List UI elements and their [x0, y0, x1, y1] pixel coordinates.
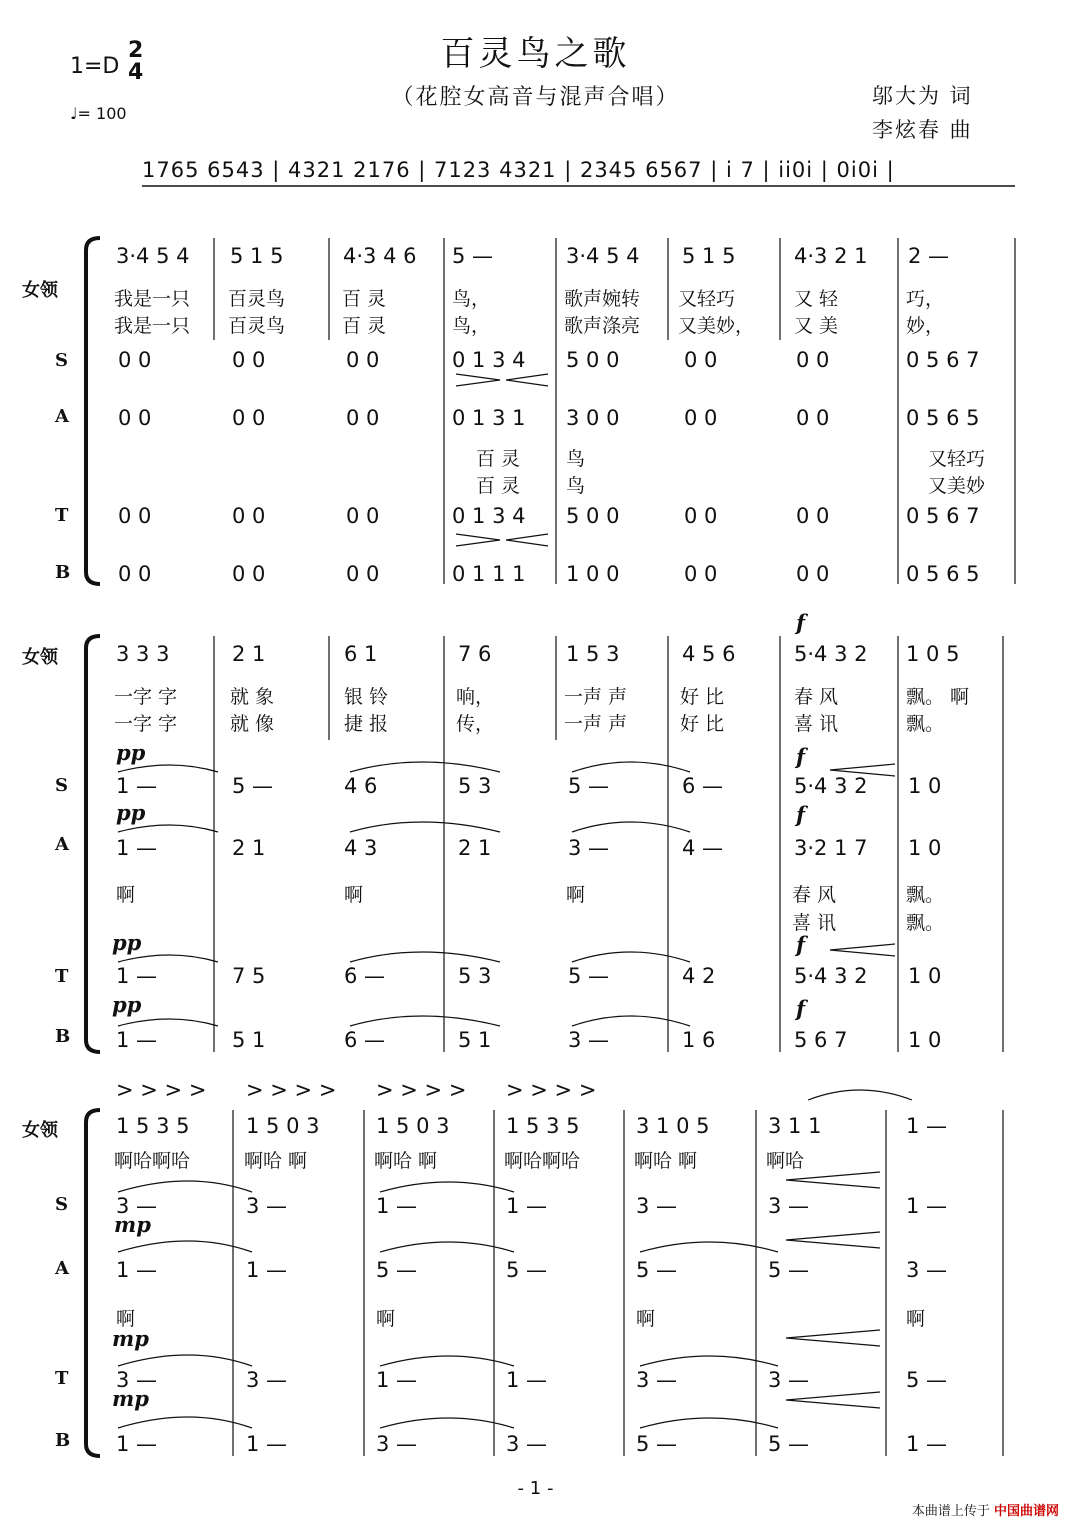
s1-sop-m1: 0 0 — [118, 348, 152, 372]
s3-tenor-dyn-mp: mp — [112, 1326, 149, 1351]
s2-sop-m1: 1 — — [116, 774, 158, 798]
s2-alto-lyric-e: 飘。 — [906, 884, 945, 906]
footer-site[interactable]: 中国曲谱网 — [993, 1504, 1059, 1519]
s1-lyric1-m2: 百灵鸟 — [228, 288, 286, 310]
s2-tenor-m1: 1 — — [116, 964, 158, 988]
s3-accents-4: > > > > — [506, 1078, 597, 1102]
s1-alto-lyric1-b: 鸟 — [566, 448, 586, 470]
s2-bass-m8: 1 0 — [908, 1028, 942, 1052]
s3-accents-2: > > > > — [246, 1078, 337, 1102]
part-label-a-3: A — [55, 1258, 69, 1279]
s3-lead-m6: 3 1 1 — [768, 1114, 822, 1138]
s2-alto-dyn-pp: pp — [116, 800, 146, 825]
s3-tenor-m5: 3 — — [636, 1368, 678, 1392]
s3-tenor-m3: 1 — — [376, 1368, 418, 1392]
s3-accents-3: > > > > — [376, 1078, 467, 1102]
part-label-b-2: B — [55, 1026, 71, 1047]
s1-alto-m2: 0 0 — [232, 406, 266, 430]
s3-alto-m1: 1 — — [116, 1258, 158, 1282]
part-label-a-1: A — [55, 406, 69, 427]
s2-alto-lyric2-b: 飘。 — [906, 912, 945, 934]
s1-lead-m8: 2 — — [908, 244, 950, 268]
part-label-b-1: B — [55, 562, 71, 583]
s2-sop-m6: 6 — — [682, 774, 724, 798]
s1-lyric2-m1: 我是一只 — [114, 315, 191, 337]
s2-alto-m5: 3 — — [568, 836, 610, 860]
s3-tenor-m7: 5 — — [906, 1368, 948, 1392]
s2-sop-m5: 5 — — [568, 774, 610, 798]
s2-tenor-m7: 5·4 3 2 — [794, 964, 868, 988]
s2-lyric1-m8: 飘。 啊 — [906, 686, 970, 708]
s2-alto-lyric-d: 春 风 — [792, 884, 837, 906]
s2-lead-m1: 3 3 3 — [116, 642, 170, 666]
s1-tenor-m1: 0 0 — [118, 504, 152, 528]
part-label-s-1: S — [55, 350, 68, 371]
s3-sop-m2: 3 — — [246, 1194, 288, 1218]
part-label-lead-2: 女领 — [22, 647, 58, 668]
s1-alto-lyric2-a: 百 灵 — [476, 475, 521, 497]
s2-bass-m2: 5 1 — [232, 1028, 266, 1052]
s1-alto-m1: 0 0 — [118, 406, 152, 430]
s2-lyric1-m6: 好 比 — [680, 686, 725, 708]
s1-bass-m7: 0 0 — [796, 562, 830, 586]
s3-tenor-m1: 3 — — [116, 1368, 158, 1392]
s1-lead-m5: 3·4 5 4 — [566, 244, 640, 268]
part-label-t-2: T — [55, 966, 69, 987]
s2-lyric1-m2: 就 象 — [230, 686, 275, 708]
s2-lead-dyn-f: f — [796, 610, 806, 635]
s2-lyric1-m7: 春 风 — [794, 686, 839, 708]
s1-tenor-m6: 0 0 — [684, 504, 718, 528]
s1-alto-m3: 0 0 — [346, 406, 380, 430]
s3-alto-m6: 5 — — [768, 1258, 810, 1282]
s2-lyric2-m7: 喜 讯 — [794, 713, 839, 735]
s2-lead-m8: 1 0 5 — [906, 642, 960, 666]
s1-alto-lyric1-a: 百 灵 — [476, 448, 521, 470]
s2-tenor-m8: 1 0 — [908, 964, 942, 988]
s1-lyric2-m4: 鸟， — [452, 315, 491, 337]
s1-tenor-m2: 0 0 — [232, 504, 266, 528]
s1-sop-m6: 0 0 — [684, 348, 718, 372]
s3-alto-m3: 5 — — [376, 1258, 418, 1282]
part-label-t-1: T — [55, 505, 69, 526]
s1-bass-m8: 0 5 6 5 — [906, 562, 980, 586]
s1-lead-m2: 5 1 5 — [230, 244, 284, 268]
intro-line: 1765 6543 | 4321 2176 | 7123 4321 | 2345 6567 | i 7 | ii0i | 0i0i | — [142, 158, 895, 182]
s1-lyric2-m7: 又 美 — [794, 315, 839, 337]
s3-lead-m5: 3 1 0 5 — [636, 1114, 710, 1138]
s1-tenor-m8: 0 5 6 7 — [906, 504, 980, 528]
s2-alto-m6: 4 — — [682, 836, 724, 860]
s3-lyric-m6: 啊哈 — [766, 1150, 805, 1172]
time-top: 2 — [128, 38, 144, 63]
s1-tenor-m7: 0 0 — [796, 504, 830, 528]
s1-lead-m7: 4·3 2 1 — [794, 244, 868, 268]
s3-tenor-m2: 3 — — [246, 1368, 288, 1392]
s3-lead-m3: 1 5 0 3 — [376, 1114, 450, 1138]
s2-bass-m3: 6 — — [344, 1028, 386, 1052]
s2-sop-dyn-pp: pp — [116, 740, 146, 765]
s2-alto-lyric-c: 啊 — [566, 884, 586, 906]
s3-bass-m6: 5 — — [768, 1432, 810, 1456]
s2-lyric1-m5: 一声 声 — [564, 686, 628, 708]
s1-lead-m4: 5 — — [452, 244, 494, 268]
s2-alto-m2: 2 1 — [232, 836, 266, 860]
s3-tenor-m6: 3 — — [768, 1368, 810, 1392]
s2-alto-lyric-a: 啊 — [116, 884, 136, 906]
s1-lyric2-m6: 又美妙， — [678, 315, 755, 337]
s1-tenor-m5: 5 0 0 — [566, 504, 620, 528]
s1-bass-m1: 0 0 — [118, 562, 152, 586]
s3-alto-lyric-c: 啊 — [636, 1308, 656, 1330]
s2-lead-m4: 7 6 — [458, 642, 492, 666]
s3-lead-m2: 1 5 0 3 — [246, 1114, 320, 1138]
s2-tenor-m3: 6 — — [344, 964, 386, 988]
s3-bass-m3: 3 — — [376, 1432, 418, 1456]
s3-lead-m7: 1 — — [906, 1114, 948, 1138]
s3-accents-1: > > > > — [116, 1078, 207, 1102]
s2-lyric2-m5: 一声 声 — [564, 713, 628, 735]
s2-lead-m6: 4 5 6 — [682, 642, 736, 666]
s1-sop-m2: 0 0 — [232, 348, 266, 372]
s2-sop-m7: 5·4 3 2 — [794, 774, 868, 798]
s1-alto-lyric2-b: 鸟 — [566, 475, 586, 497]
s1-alto-m7: 0 0 — [796, 406, 830, 430]
s3-bass-m4: 3 — — [506, 1432, 548, 1456]
footer-prefix: 本曲谱上传于 — [911, 1504, 990, 1519]
s3-alto-lyric-a: 啊 — [116, 1308, 136, 1330]
s3-bass-m2: 1 — — [246, 1432, 288, 1456]
s2-lyric2-m1: 一字 字 — [114, 713, 178, 735]
s3-sop-m1: 3 — — [116, 1194, 158, 1218]
s1-lead-m1: 3·4 5 4 — [116, 244, 190, 268]
s1-alto-m5: 3 0 0 — [566, 406, 620, 430]
s1-bass-m2: 0 0 — [232, 562, 266, 586]
s3-alto-m4: 5 — — [506, 1258, 548, 1282]
s3-lyric-m1: 啊哈啊哈 — [114, 1150, 191, 1172]
s3-sop-m6: 3 — — [768, 1194, 810, 1218]
s1-lyric2-m5: 歌声涤亮 — [564, 315, 641, 337]
s2-tenor-dyn-pp: pp — [112, 930, 142, 955]
s1-alto-m8: 0 5 6 5 — [906, 406, 980, 430]
s1-sop-m4: 0 1 3 4 — [452, 348, 526, 372]
lyricist-credit: 邬大为 词 — [872, 84, 973, 108]
s2-lyric2-m4: 传， — [456, 713, 495, 735]
s3-alto-lyric-b: 啊 — [376, 1308, 396, 1330]
s1-bass-m3: 0 0 — [346, 562, 380, 586]
s2-bass-dyn-pp: pp — [112, 992, 142, 1017]
s1-lyric2-m8: 妙， — [906, 315, 945, 337]
s2-tenor-m2: 7 5 — [232, 964, 266, 988]
composer-credit: 李炫春 曲 — [872, 118, 973, 142]
s2-alto-m4: 2 1 — [458, 836, 492, 860]
s1-bass-m4: 0 1 1 1 — [452, 562, 526, 586]
s3-lyric-m3: 啊哈 啊 — [374, 1150, 438, 1172]
s2-sop-m4: 5 3 — [458, 774, 492, 798]
s2-alto-m7: 3·2 1 7 — [794, 836, 868, 860]
s3-bass-m7: 1 — — [906, 1432, 948, 1456]
s3-lyric-m2: 啊哈 啊 — [244, 1150, 308, 1172]
s2-tenor-m5: 5 — — [568, 964, 610, 988]
s2-bass-m6: 1 6 — [682, 1028, 716, 1052]
s2-bass-m1: 1 — — [116, 1028, 158, 1052]
part-label-s-2: S — [55, 775, 68, 796]
s1-sop-m3: 0 0 — [346, 348, 380, 372]
s2-tenor-dyn-f: f — [796, 932, 806, 957]
part-label-lead-1: 女领 — [22, 280, 58, 301]
s3-lead-m1: 1 5 3 5 — [116, 1114, 190, 1138]
s2-lyric2-m6: 好 比 — [680, 713, 725, 735]
page-subtitle: （花腔女高音与混声合唱） — [391, 85, 680, 110]
s1-alto-lyric1-c: 又轻巧 — [928, 448, 986, 470]
time-bottom: 4 — [128, 60, 144, 85]
s2-bass-m4: 5 1 — [458, 1028, 492, 1052]
s3-alto-dyn-mp: mp — [114, 1212, 151, 1237]
s3-lyric-m4: 啊哈啊哈 — [504, 1150, 581, 1172]
s3-bass-m5: 5 — — [636, 1432, 678, 1456]
s3-sop-m7: 1 — — [906, 1194, 948, 1218]
s1-lyric1-m1: 我是一只 — [114, 288, 191, 310]
s2-lead-m5: 1 5 3 — [566, 642, 620, 666]
s2-bass-m7: 5 6 7 — [794, 1028, 848, 1052]
s2-tenor-m4: 5 3 — [458, 964, 492, 988]
s3-tenor-m4: 1 — — [506, 1368, 548, 1392]
s2-lyric1-m4: 响， — [456, 686, 495, 708]
s2-bass-dyn-f: f — [796, 996, 806, 1021]
s2-alto-m3: 4 3 — [344, 836, 378, 860]
s3-bass-m1: 1 — — [116, 1432, 158, 1456]
s1-lyric2-m2: 百灵鸟 — [228, 315, 286, 337]
s2-lyric2-m8: 飘。 — [906, 713, 945, 735]
s2-lyric1-m3: 银 铃 — [344, 686, 389, 708]
s3-alto-lyric-d: 啊 — [906, 1308, 926, 1330]
s3-sop-m4: 1 — — [506, 1194, 548, 1218]
part-label-b-3: B — [55, 1430, 71, 1451]
s2-alto-m1: 1 — — [116, 836, 158, 860]
s1-alto-m4: 0 1 3 1 — [452, 406, 526, 430]
part-label-s-3: S — [55, 1194, 68, 1215]
quarter-note-icon: ♩ — [70, 104, 78, 123]
s1-sop-m7: 0 0 — [796, 348, 830, 372]
s1-lyric1-m6: 又轻巧 — [678, 288, 736, 310]
s1-alto-m6: 0 0 — [684, 406, 718, 430]
s2-lyric2-m2: 就 像 — [230, 713, 275, 735]
s3-sop-m5: 3 — — [636, 1194, 678, 1218]
s1-lyric1-m7: 又 轻 — [794, 288, 839, 310]
s2-sop-dyn-f: f — [796, 744, 806, 769]
s1-lyric1-m4: 鸟， — [452, 288, 491, 310]
s1-lyric1-m5: 歌声婉转 — [564, 288, 641, 310]
s1-lead-m3: 4·3 4 6 — [343, 244, 417, 268]
s1-lead-m6: 5 1 5 — [682, 244, 736, 268]
s3-alto-m5: 5 — — [636, 1258, 678, 1282]
s2-lyric1-m1: 一字 字 — [114, 686, 178, 708]
s1-sop-m5: 5 0 0 — [566, 348, 620, 372]
s1-lyric1-m8: 巧， — [906, 288, 945, 310]
s1-bass-m5: 1 0 0 — [566, 562, 620, 586]
s2-alto-lyric-b: 啊 — [344, 884, 364, 906]
s2-bass-m5: 3 — — [568, 1028, 610, 1052]
s3-lead-m4: 1 5 3 5 — [506, 1114, 580, 1138]
s2-alto-dyn-f: f — [796, 802, 806, 827]
s2-lead-m3: 6 1 — [344, 642, 378, 666]
s2-sop-m3: 4 6 — [344, 774, 378, 798]
s2-alto-m8: 1 0 — [908, 836, 942, 860]
s1-bass-m6: 0 0 — [684, 562, 718, 586]
part-label-a-2: A — [55, 834, 69, 855]
s3-lyric-m5: 啊哈 啊 — [634, 1150, 698, 1172]
s1-alto-lyric2-c: 又美妙 — [928, 475, 986, 497]
s1-sop-m8: 0 5 6 7 — [906, 348, 980, 372]
s3-sop-m3: 1 — — [376, 1194, 418, 1218]
s1-tenor-m3: 0 0 — [346, 504, 380, 528]
s2-alto-lyric2-a: 喜 讯 — [792, 912, 837, 934]
part-label-lead-3: 女领 — [22, 1120, 58, 1141]
s1-tenor-m4: 0 1 3 4 — [452, 504, 526, 528]
s2-lyric2-m3: 捷 报 — [344, 713, 389, 735]
part-label-t-3: T — [55, 1368, 69, 1389]
s1-lyric2-m3: 百 灵 — [342, 315, 387, 337]
tempo-value: = 100 — [77, 104, 127, 123]
s1-lyric1-m3: 百 灵 — [342, 288, 387, 310]
s2-tenor-m6: 4 2 — [682, 964, 716, 988]
s2-sop-m8: 1 0 — [908, 774, 942, 798]
s3-alto-m2: 1 — — [246, 1258, 288, 1282]
footer-credit — [912, 1500, 1059, 1519]
s2-sop-m2: 5 — — [232, 774, 274, 798]
s2-lead-m7: 5·4 3 2 — [794, 642, 868, 666]
page-title: 百灵鸟之歌 — [440, 34, 631, 74]
s3-bass-dyn-mp: mp — [112, 1386, 149, 1411]
s2-lead-m2: 2 1 — [232, 642, 266, 666]
s3-alto-m7: 3 — — [906, 1258, 948, 1282]
page-number: - 1 - — [517, 1478, 554, 1499]
key-signature: 1=D — [70, 54, 120, 79]
